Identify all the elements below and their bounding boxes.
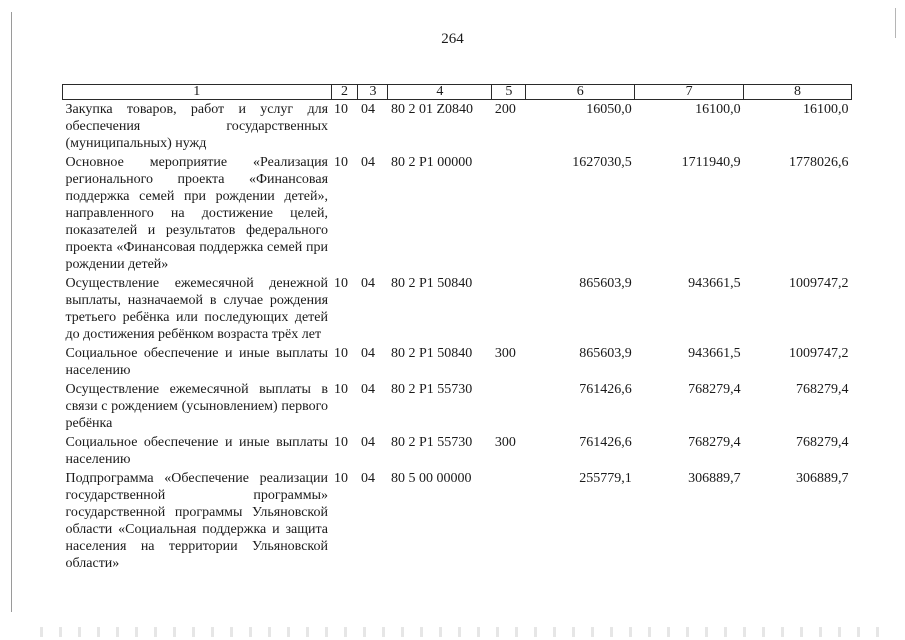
header-col-7: 7 — [635, 85, 744, 100]
row-value-7: 943661,5 — [688, 346, 741, 361]
header-col-6: 6 — [526, 85, 635, 100]
row-expense-type: 200 — [494, 102, 516, 117]
row-section: 10 — [334, 102, 349, 117]
row-value-6: 865603,9 — [579, 346, 632, 361]
row-value-8: 1009747,2 — [789, 346, 849, 361]
row-value-6: 865603,9 — [579, 276, 632, 291]
row-subsection: 04 — [360, 346, 375, 361]
row-target-code: 80 2 01 Z0840 — [390, 102, 474, 117]
row-name: Закупка товаров, работ и услуг для обеспечения государственных (муниципальных) нужд — [65, 102, 329, 151]
row-value-6: 16050,0 — [586, 102, 632, 117]
row-subsection: 04 — [360, 435, 375, 450]
row-value-7: 16100,0 — [695, 102, 741, 117]
row-name: Социальное обеспечение и иные выплаты населению — [65, 346, 329, 378]
table-row — [63, 344, 852, 380]
row-expense-type — [492, 274, 526, 344]
row-value-7: 306889,7 — [688, 471, 741, 486]
row-value-8: 1009747,2 — [789, 276, 849, 291]
row-section: 10 — [334, 382, 349, 397]
row-value-8: 768279,4 — [796, 382, 849, 397]
header-col-3: 3 — [358, 85, 388, 100]
header-col-1: 1 — [63, 85, 332, 100]
row-expense-type — [492, 153, 526, 274]
header-col-4: 4 — [388, 85, 492, 100]
table-row — [63, 433, 852, 469]
row-subsection: 04 — [360, 471, 375, 486]
row-value-6: 255779,1 — [579, 471, 632, 486]
page-number: 264 — [441, 31, 464, 47]
row-target-code: 80 2 P1 50840 — [390, 346, 473, 361]
row-name: Основное мероприятие «Реализация регионального проекта «Финансовая поддержка семей при рождении детей», направленного на достижение целей, показателей и результатов федерального проекта «Финансовая поддержка семей при рождении детей» — [65, 155, 329, 272]
header-col-8: 8 — [744, 85, 852, 100]
row-subsection: 04 — [360, 382, 375, 397]
row-expense-type: 300 — [494, 346, 516, 361]
row-expense-type — [492, 380, 526, 433]
table-row — [63, 274, 852, 344]
table-row — [63, 469, 852, 573]
table-row — [63, 100, 852, 154]
row-section: 10 — [334, 276, 349, 291]
row-value-8: 1778026,6 — [789, 155, 849, 170]
row-value-6: 1627030,5 — [572, 155, 632, 170]
header-row — [63, 85, 852, 100]
budget-table — [62, 84, 852, 573]
row-value-8: 306889,7 — [796, 471, 849, 486]
row-value-6: 761426,6 — [579, 435, 632, 450]
row-subsection: 04 — [360, 276, 375, 291]
row-value-8: 768279,4 — [796, 435, 849, 450]
header-col-5: 5 — [492, 85, 526, 100]
table-header — [63, 85, 852, 100]
row-subsection: 04 — [360, 155, 375, 170]
row-value-7: 943661,5 — [688, 276, 741, 291]
row-target-code: 80 5 00 00000 — [390, 471, 472, 486]
row-name: Осуществление ежемесячной выплаты в связи с рождением (усыновлением) первого ребёнка — [65, 382, 329, 431]
row-target-code: 80 2 P1 50840 — [390, 276, 473, 291]
row-value-6: 761426,6 — [579, 382, 632, 397]
row-name: Осуществление ежемесячной денежной выплаты, назначаемой в случае рождения третьего ребёнка или последующих детей до достижения ребёнком возраста трёх лет — [65, 276, 329, 342]
row-name: Подпрограмма «Обеспечение реализации государственной программы» государственной программы Ульяновской области «Социальная поддержка и защита населения на территории Ульяновской области» — [65, 471, 329, 571]
row-expense-type — [492, 469, 526, 573]
row-value-7: 1711940,9 — [681, 155, 741, 170]
row-name: Социальное обеспечение и иные выплаты населению — [65, 435, 329, 467]
next-page-bleed-through — [40, 627, 880, 637]
row-section: 10 — [334, 346, 349, 361]
row-target-code: 80 2 P1 55730 — [390, 382, 473, 397]
row-section: 10 — [334, 471, 349, 486]
header-col-2: 2 — [331, 85, 358, 100]
row-value-8: 16100,0 — [803, 102, 849, 117]
row-target-code: 80 2 P1 55730 — [390, 435, 473, 450]
row-expense-type: 300 — [494, 435, 516, 450]
row-section: 10 — [334, 155, 349, 170]
row-section: 10 — [334, 435, 349, 450]
row-value-7: 768279,4 — [688, 382, 741, 397]
table-body — [63, 100, 852, 574]
row-value-7: 768279,4 — [688, 435, 741, 450]
row-subsection: 04 — [360, 102, 375, 117]
scan-edge-left — [11, 12, 12, 612]
table-row — [63, 380, 852, 433]
row-target-code: 80 2 P1 00000 — [390, 155, 473, 170]
table-row — [63, 153, 852, 274]
